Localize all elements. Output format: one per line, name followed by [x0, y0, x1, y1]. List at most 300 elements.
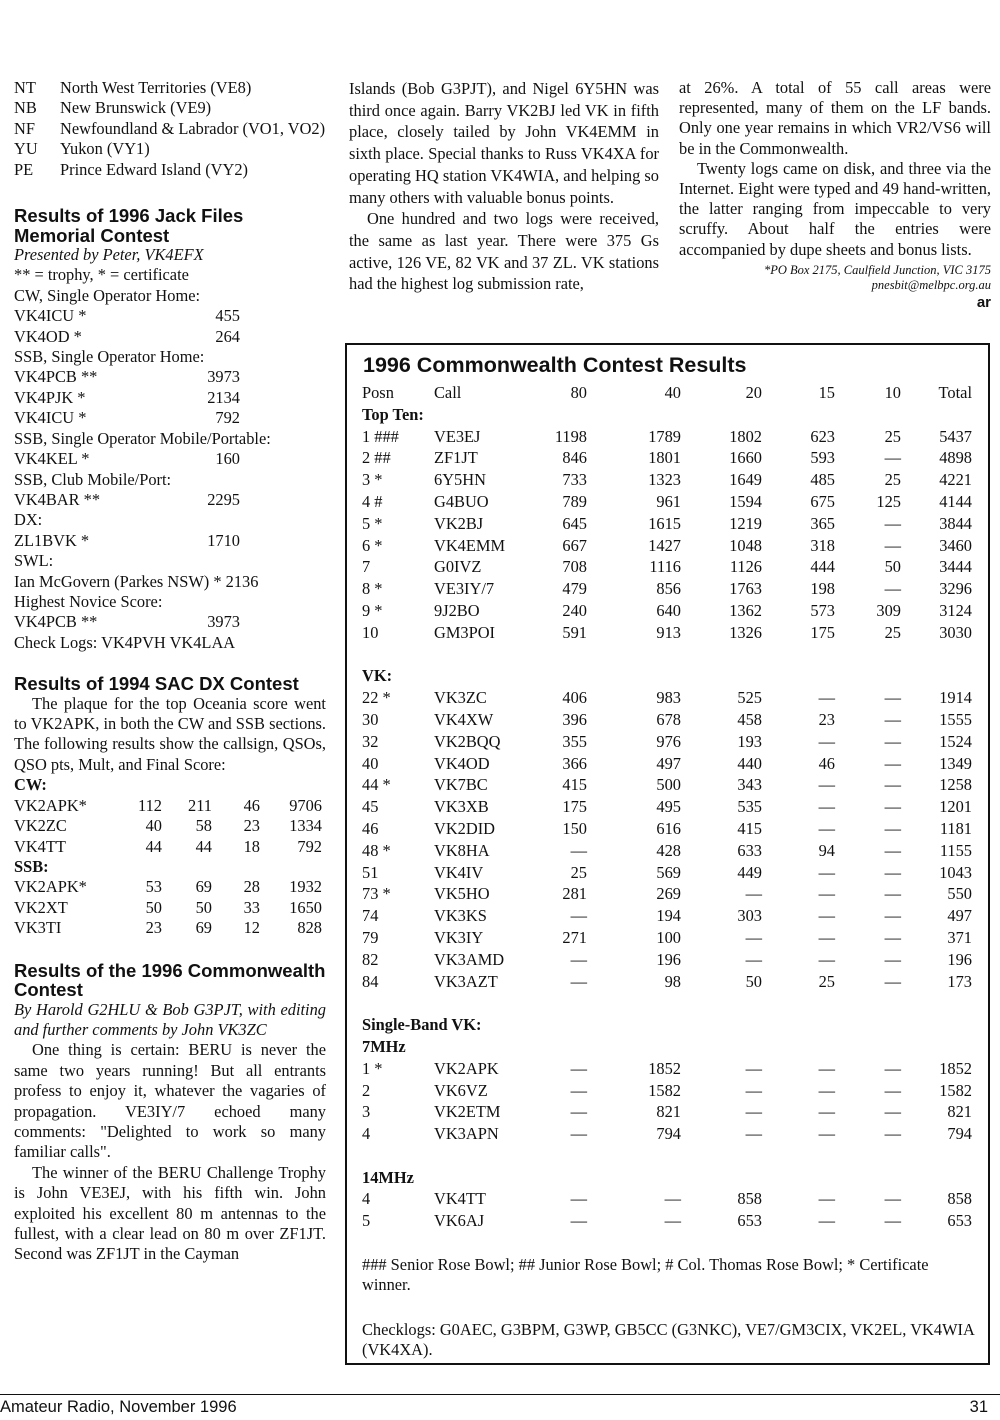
table-cell: 343 [737, 775, 762, 795]
table-cell: 846 [562, 448, 587, 468]
commonwealth-paragraph-2a: The winner of the BERU Challenge Trophy is John VE3EJ, with his fifth win. John exploited his excellent 80 m antennas to the fullest, with a clear lead on 80 m over ZF1JT. Second was ZF1JT in the Cayman [14, 1162, 326, 1264]
province-row [14, 98, 326, 118]
header-6: 10 [884, 383, 901, 402]
table-cell: — [818, 884, 835, 904]
group-label: Top Ten: [362, 404, 424, 424]
table-cell: 406 [562, 688, 587, 708]
commonwealth-paragraph-3b: at 26%. A total of 55 call areas were represented, many of them on the LF bands. Only one year remains in which VR2/VS6 will be in the Commonwealth. [679, 78, 991, 158]
table-cell: 1323 [648, 470, 681, 490]
table-cell: — [818, 927, 835, 947]
table-row [362, 1080, 977, 1102]
table-cell: — [818, 818, 835, 838]
table-cell: VE3EJ [434, 426, 481, 446]
province-name: North West Territories (VE8) [60, 78, 252, 97]
sac-cell: 211 [188, 795, 212, 815]
province-name: New Brunswick (VE9) [60, 98, 212, 118]
table-cell: VK2DID [434, 818, 496, 838]
header-3: 40 [664, 383, 681, 402]
header-2: 80 [570, 383, 587, 402]
table-cell: 645 [562, 513, 587, 533]
group-label: 14MHz [362, 1167, 414, 1187]
table-cell: 196 [656, 949, 681, 969]
table-cell: VK4OD [434, 753, 490, 773]
table-cell: — [818, 797, 835, 817]
table-cell: 355 [562, 731, 587, 751]
table-cell: VK3ZC [434, 688, 487, 708]
table-cell: 1852 [648, 1058, 681, 1078]
sac-cell: 18 [243, 836, 260, 856]
table-cell: — [570, 971, 587, 991]
table-cell: VK2BJ [434, 513, 484, 533]
table-cell: VK3XB [434, 797, 489, 817]
table-row [362, 600, 977, 622]
table-cell: — [745, 1124, 762, 1144]
sac-cell: 1932 [289, 877, 322, 897]
table-cell: 428 [656, 840, 681, 860]
table-cell: 591 [562, 622, 587, 642]
table-cell: 3296 [939, 579, 972, 599]
table-cell: 497 [947, 906, 972, 926]
table-row [362, 491, 977, 513]
table-cell: 74 [362, 906, 379, 926]
author-email: pnesbit@melbpc.org.au [871, 277, 991, 292]
result-call: VK4PCB ** [14, 612, 98, 632]
table-cell: 1660 [729, 448, 762, 468]
result-score: 3973 [207, 367, 240, 387]
table-cell: — [884, 1211, 901, 1231]
table-cell: — [818, 862, 835, 882]
sac-cell: VK2APK* [14, 795, 87, 815]
table-cell: — [884, 1058, 901, 1078]
table-cell: 3844 [939, 513, 972, 533]
jack-files-results [14, 286, 326, 653]
table-cell: — [818, 688, 835, 708]
table-cell: 495 [656, 797, 681, 817]
table-row [362, 883, 977, 905]
jack-files-title: Results of 1996 Jack Files Memorial Contest [14, 205, 244, 246]
table-cell: — [884, 1080, 901, 1100]
table-cell: 2 [362, 1080, 371, 1100]
table-cell: 6Y5HN [434, 470, 486, 490]
table-cell: 2 ## [362, 448, 391, 468]
sac-cell: 50 [195, 897, 212, 917]
group-spacer [362, 1145, 977, 1167]
table-cell: 1155 [939, 840, 972, 860]
province-row [14, 160, 326, 180]
table-cell: 444 [810, 557, 835, 577]
table-cell: 415 [737, 818, 762, 838]
sac-cw-label: CW: [14, 775, 47, 795]
table-cell: 79 [362, 927, 379, 947]
table-cell: 98 [664, 971, 681, 991]
result-score: 2295 [207, 489, 240, 509]
table-cell: — [884, 709, 901, 729]
sac-cell: VK2ZC [14, 816, 67, 836]
table-cell: 3 * [362, 470, 383, 490]
table-cell: 82 [362, 949, 379, 969]
table-cell: — [884, 731, 901, 751]
table-cell: 10 [362, 622, 379, 642]
table-row [362, 687, 977, 709]
table-cell: 30 [362, 709, 379, 729]
province-code: NF [14, 118, 35, 138]
province-name: Newfoundland & Labrador (VO1, VO2) [60, 118, 326, 138]
table-header-row [362, 382, 977, 404]
sac-cell: 792 [297, 836, 322, 856]
sac-cw-row [14, 796, 326, 816]
table-cell: 708 [562, 557, 587, 577]
table-cell: VK3APN [434, 1124, 499, 1144]
table-cell: 1043 [939, 862, 972, 882]
table-cell: 821 [947, 1102, 972, 1122]
table-cell: 198 [810, 579, 835, 599]
sac-cell: 1334 [289, 816, 322, 836]
table-cell: 485 [810, 470, 835, 490]
table-cell: 440 [737, 753, 762, 773]
table-row [362, 556, 977, 578]
table-cell: VK3AZT [434, 971, 498, 991]
results-footnote: ### Senior Rose Bowl; ## Junior Rose Bowl; # Col. Thomas Rose Bowl; * Certificate winner. [362, 1255, 929, 1294]
table-cell: VK8HA [434, 840, 490, 860]
table-cell: 1349 [939, 753, 972, 773]
table-cell: 25 [818, 971, 835, 991]
result-category: SWL: [14, 551, 54, 571]
table-cell: 1 ### [362, 426, 399, 446]
result-category: SSB, Club Mobile/Port: [14, 469, 172, 489]
table-cell: 3 [362, 1102, 371, 1122]
table-cell: 1801 [648, 448, 681, 468]
table-cell: 458 [737, 709, 762, 729]
page-number: 31 [969, 1398, 988, 1416]
table-cell: 25 [884, 426, 901, 446]
table-cell: — [745, 949, 762, 969]
result-row [14, 367, 326, 387]
sac-results [14, 775, 326, 938]
commonwealth-paragraph-2b: Islands (Bob G3PJT), and Nigel 6Y5HN was third once again. Barry VK2BJ led VK in fifth place, closely tailed by John VK4EMM in sixth place. Special thanks to Russ VK4XA for operating HQ station VK4WIA, and helping so many others with valuable bonus points. [349, 79, 659, 207]
table-cell: — [884, 840, 901, 860]
table-cell: — [884, 579, 901, 599]
table-cell: 396 [562, 709, 587, 729]
table-cell: VE3IY/7 [434, 579, 495, 599]
province-name: Prince Edward Island (VY2) [60, 159, 248, 179]
table-cell: 48 * [362, 840, 391, 860]
table-cell: — [818, 775, 835, 795]
result-score: 455 [215, 306, 240, 326]
table-cell: 525 [737, 688, 762, 708]
table-row [362, 971, 977, 993]
table-cell: 196 [947, 949, 972, 969]
sac-cell: 23 [243, 816, 260, 836]
table-cell: — [818, 1211, 835, 1231]
table-cell: VK2APK [434, 1058, 499, 1078]
table-row [362, 709, 977, 731]
table-cell: 1362 [729, 600, 762, 620]
province-row [14, 139, 326, 159]
table-cell: 150 [562, 818, 587, 838]
table-cell: 573 [810, 600, 835, 620]
table-cell: 821 [656, 1102, 681, 1122]
table-row [362, 862, 977, 884]
table-cell: 733 [562, 470, 587, 490]
table-row [362, 949, 977, 971]
table-cell: 616 [656, 818, 681, 838]
result-score: 3973 [207, 612, 240, 632]
table-cell: 7 [362, 557, 371, 577]
table-row [362, 1210, 977, 1232]
jack-files-legend: ** = trophy, * = certificate [14, 265, 189, 285]
result-call: VK4PCB ** [14, 367, 98, 387]
table-cell: — [884, 1102, 901, 1122]
jack-files-presenter: Presented by Peter, VK4EFX [14, 245, 204, 265]
table-cell: VK4IV [434, 862, 484, 882]
result-row [14, 306, 326, 326]
table-cell: VK3IY [434, 927, 484, 947]
table-cell: 678 [656, 709, 681, 729]
table-cell: 281 [562, 884, 587, 904]
table-cell: 4 [362, 1189, 371, 1209]
footer-rule [0, 1394, 1000, 1395]
table-cell: 794 [656, 1124, 681, 1144]
table-cell: — [884, 884, 901, 904]
table-cell: 1914 [939, 688, 972, 708]
table-cell: 4 # [362, 491, 383, 511]
result-score: 2134 [207, 387, 240, 407]
commonwealth-paragraph-3a: One hundred and two logs were received, the same as last year. There were 375 Gs active, 126 VE, 82 VK and 37 ZL. VK stations had the highest log submission rate, [349, 209, 659, 294]
result-call: VK4BAR ** [14, 489, 101, 509]
sac-ssb-row [14, 918, 326, 938]
result-category: DX: [14, 510, 43, 530]
table-cell: VK3AMD [434, 949, 505, 969]
table-row [362, 1123, 977, 1145]
footer-publication: Amateur Radio, November 1996 [0, 1398, 237, 1416]
commonwealth-article-title: Results of the 1996 Commonwealth Contest [14, 959, 326, 1001]
table-cell: — [745, 927, 762, 947]
table-cell: 1763 [729, 579, 762, 599]
sac-cw-row [14, 837, 326, 857]
table-cell: 667 [562, 535, 587, 555]
sac-cell: 69 [195, 877, 212, 897]
table-cell: 983 [656, 688, 681, 708]
table-cell: 1198 [554, 426, 587, 446]
table-cell: 479 [562, 579, 587, 599]
table-cell: 371 [947, 927, 972, 947]
sac-cell: 69 [195, 918, 212, 938]
table-cell: — [884, 535, 901, 555]
table-cell: 535 [737, 797, 762, 817]
table-cell: ZF1JT [434, 448, 478, 468]
table-cell: — [570, 840, 587, 860]
result-row [14, 612, 326, 632]
sac-cell: VK2APK* [14, 877, 87, 897]
table-cell: — [818, 1124, 835, 1144]
sac-cell: 12 [243, 918, 260, 938]
result-row [14, 449, 326, 469]
header-7: Total [938, 383, 972, 402]
table-cell: — [745, 1080, 762, 1100]
result-category: Highest Novice Score: [14, 591, 163, 611]
result-call: VK4KEL * [14, 449, 90, 469]
table-cell: 4144 [939, 491, 972, 511]
sac-title: Results of 1994 SAC DX Contest [14, 673, 299, 695]
province-row [14, 78, 326, 98]
result-call: VK4PJK * [14, 387, 86, 407]
table-cell: 175 [810, 622, 835, 642]
table-cell: — [884, 949, 901, 969]
commonwealth-paragraph-4: Twenty logs came on disk, and three via the Internet. Eight were typed and 49 hand-written, the latter ranging from impeccable to very scruffy. About half the entries were accompanied by dupe sheets and bonus lists. [679, 158, 991, 259]
table-cell: VK3KS [434, 906, 487, 926]
result-call: ZL1BVK * [14, 530, 90, 550]
table-cell: — [745, 884, 762, 904]
results-table [362, 382, 977, 1232]
table-cell: — [818, 1058, 835, 1078]
table-cell: 4221 [939, 470, 972, 490]
table-cell: 46 [362, 818, 379, 838]
table-cell: 794 [947, 1124, 972, 1144]
table-row [362, 753, 977, 775]
result-row [14, 408, 326, 428]
result-category: SSB, Single Operator Mobile/Portable: [14, 428, 271, 448]
result-score: 1710 [207, 530, 240, 550]
result-score: 160 [215, 449, 240, 469]
sac-ssb-label: SSB: [14, 856, 49, 876]
sac-cell: 53 [145, 877, 162, 897]
results-checklogs: Checklogs: G0AEC, G3BPM, G3WP, GB5CC (G3NKC), VE7/GM3CIX, VK2EL, VK4WIA (VK4XA). [362, 1320, 974, 1359]
table-cell: 25 [570, 862, 587, 882]
table-cell: — [818, 1080, 835, 1100]
table-cell: VK7BC [434, 775, 488, 795]
table-cell: 1326 [729, 622, 762, 642]
result-category: Ian McGovern (Parkes NSW) * 2136 [14, 571, 259, 591]
table-cell: — [570, 1058, 587, 1078]
table-row [362, 731, 977, 753]
table-cell: 23 [818, 709, 835, 729]
table-row [362, 840, 977, 862]
table-cell: 3030 [939, 622, 972, 642]
sac-cw-row [14, 816, 326, 836]
table-cell: 175 [562, 797, 587, 817]
table-cell: — [664, 1189, 681, 1209]
sac-cell: 44 [145, 836, 162, 856]
table-cell: 194 [656, 906, 681, 926]
group-label: Single-Band VK: [362, 1015, 482, 1035]
table-cell: 44 * [362, 775, 391, 795]
group-spacer [362, 992, 977, 1014]
sac-cell: 112 [138, 795, 162, 815]
header-1: Call [434, 383, 462, 402]
table-cell: 1555 [939, 709, 972, 729]
table-cell: VK2ETM [434, 1102, 501, 1122]
table-cell: 50 [884, 557, 901, 577]
province-code: NT [14, 78, 36, 97]
table-cell: 858 [947, 1189, 972, 1209]
table-cell: — [818, 1102, 835, 1122]
table-row [362, 1058, 977, 1080]
table-cell: — [818, 731, 835, 751]
table-cell: — [884, 971, 901, 991]
table-cell: 318 [810, 535, 835, 555]
table-cell: — [570, 1124, 587, 1144]
result-call: VK4ICU * [14, 306, 87, 326]
table-row [362, 796, 977, 818]
table-cell: 240 [562, 600, 587, 620]
group-label: VK: [362, 666, 393, 686]
table-cell: — [570, 1189, 587, 1209]
table-cell: G4BUO [434, 491, 489, 511]
province-list [14, 78, 326, 180]
middle-column [349, 78, 659, 295]
table-cell: 1594 [729, 491, 762, 511]
table-cell: — [884, 797, 901, 817]
table-row [362, 622, 977, 644]
end-mark: ar [976, 293, 991, 311]
table-cell: — [570, 1211, 587, 1231]
table-cell: — [884, 753, 901, 773]
table-cell: 9J2BO [434, 600, 480, 620]
table-cell: 1258 [939, 775, 972, 795]
table-cell: 1427 [648, 535, 681, 555]
sac-intro: The plaque for the top Oceania score went to VK2APK, in both the CW and SSB sections. The following results show the callsign, QSOs, QSO pts, Mult, and Final Score: [14, 693, 326, 774]
sac-cell: 40 [145, 816, 162, 836]
result-row [14, 490, 326, 510]
table-cell: 271 [562, 927, 587, 947]
table-cell: VK5HO [434, 884, 490, 904]
left-column [14, 78, 326, 1265]
result-row [14, 388, 326, 408]
table-row [362, 927, 977, 949]
header-0: Posn [362, 383, 394, 402]
result-category: Check Logs: VK4PVH VK4LAA [14, 632, 236, 652]
sac-cell: 46 [243, 795, 260, 815]
table-cell: 84 [362, 971, 379, 991]
table-cell: 633 [737, 840, 762, 860]
table-cell: 415 [562, 775, 587, 795]
table-cell: 858 [737, 1189, 762, 1209]
commonwealth-paragraph-1: One thing is certain: BERU is never the same two years running! But all entrants profess to enjoy it, whatever the vagaries of propagation. VE3IY/7 echoed many comments: "Delighted to work so many familiar calls". [14, 1040, 326, 1162]
table-row [362, 469, 977, 491]
table-cell: 94 [818, 840, 835, 860]
header-5: 15 [818, 383, 835, 402]
result-row [14, 531, 326, 551]
table-cell: — [884, 775, 901, 795]
group-spacer [362, 644, 977, 666]
table-cell: 9 * [362, 600, 383, 620]
table-cell: 1181 [939, 818, 972, 838]
table-row [362, 818, 977, 840]
table-cell: 100 [656, 927, 681, 947]
result-call: VK4OD * [14, 326, 82, 346]
table-cell: — [570, 906, 587, 926]
table-cell: 269 [656, 884, 681, 904]
sac-cell: 58 [195, 816, 212, 836]
table-cell: 675 [810, 491, 835, 511]
table-cell: 22 * [362, 688, 391, 708]
table-cell: — [884, 927, 901, 947]
table-cell: 1789 [648, 426, 681, 446]
group-sublabel: 7MHz [362, 1036, 406, 1056]
table-cell: 1615 [648, 513, 681, 533]
table-cell: 1116 [649, 557, 681, 577]
table-cell: 73 * [362, 884, 391, 904]
header-4: 20 [745, 383, 762, 402]
province-code: YU [14, 139, 38, 159]
table-cell: 976 [656, 731, 681, 751]
table-cell: 5 [362, 1211, 371, 1231]
table-cell: VK4EMM [434, 535, 506, 555]
table-cell: — [884, 862, 901, 882]
table-cell: 303 [737, 906, 762, 926]
table-cell: VK4XW [434, 709, 494, 729]
table-cell: 5 * [362, 513, 383, 533]
